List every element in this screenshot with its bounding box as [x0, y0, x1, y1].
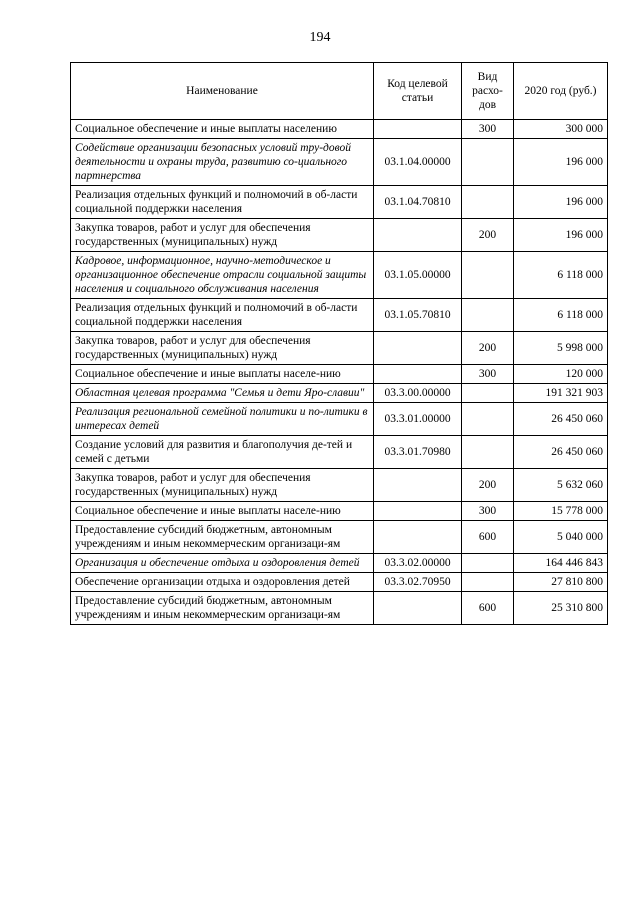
row-code-cell: 03.1.04.70810 [374, 186, 462, 219]
table-row [71, 186, 608, 219]
row-name-cell: Предоставление субсидий бюджетным, автономным учреждениям и иным некоммерческим организаци-ям [71, 592, 374, 625]
row-sum-cell: 196 000 [514, 139, 608, 186]
row-type-cell [462, 436, 514, 469]
row-name-cell: Обеспечение организации отдыха и оздоровления детей [71, 573, 374, 592]
row-sum-cell: 196 000 [514, 186, 608, 219]
row-type-cell: 600 [462, 521, 514, 554]
row-code-cell: 03.3.02.00000 [374, 554, 462, 573]
table-row [71, 252, 608, 299]
page-number: 194 [309, 30, 331, 45]
header-name: Наименование [71, 63, 374, 120]
row-name-cell: Социальное обеспечение и иные выплаты населе-нию [71, 502, 374, 521]
row-sum-cell: 5 632 060 [514, 469, 608, 502]
table-row [71, 120, 608, 139]
row-name-cell: Реализация отдельных функций и полномочий в об-ласти социальной поддержки населения [71, 299, 374, 332]
row-type-cell: 300 [462, 120, 514, 139]
row-name-cell: Реализация отдельных функций и полномочий в об-ласти социальной поддержки населения [71, 186, 374, 219]
table-row [71, 403, 608, 436]
row-type-cell: 300 [462, 365, 514, 384]
row-code-cell: 03.1.04.00000 [374, 139, 462, 186]
table-row [71, 139, 608, 186]
table-row [71, 436, 608, 469]
row-code-cell [374, 469, 462, 502]
row-sum-cell: 26 450 060 [514, 403, 608, 436]
table-row [71, 554, 608, 573]
row-sum-cell: 27 810 800 [514, 573, 608, 592]
row-sum-cell: 196 000 [514, 219, 608, 252]
row-type-cell [462, 384, 514, 403]
table-row [71, 521, 608, 554]
row-sum-cell: 25 310 800 [514, 592, 608, 625]
row-code-cell: 03.3.02.70950 [374, 573, 462, 592]
row-code-cell: 03.3.01.70980 [374, 436, 462, 469]
row-sum-cell: 15 778 000 [514, 502, 608, 521]
table-row [71, 219, 608, 252]
row-type-cell: 200 [462, 219, 514, 252]
row-type-cell [462, 573, 514, 592]
table-header [71, 63, 608, 120]
row-sum-cell: 26 450 060 [514, 436, 608, 469]
row-type-cell: 200 [462, 332, 514, 365]
header-sum: 2020 год (руб.) [514, 63, 608, 120]
row-type-cell [462, 139, 514, 186]
row-sum-cell: 120 000 [514, 365, 608, 384]
row-name-cell: Организация и обеспечение отдыха и оздоровления детей [71, 554, 374, 573]
header-code: Код целевой статьи [374, 63, 462, 120]
header-row [71, 63, 608, 120]
row-code-cell: 03.1.05.70810 [374, 299, 462, 332]
table-row [71, 299, 608, 332]
row-sum-cell: 300 000 [514, 120, 608, 139]
table-row [71, 332, 608, 365]
row-name-cell: Реализация региональной семейной политики и по-литики в интересах детей [71, 403, 374, 436]
row-type-cell: 200 [462, 469, 514, 502]
table-row [71, 365, 608, 384]
row-name-cell: Закупка товаров, работ и услуг для обеспечения государственных (муниципальных) нужд [71, 219, 374, 252]
budget-table [70, 62, 608, 625]
row-name-cell: Социальное обеспечение и иные выплаты населению [71, 120, 374, 139]
table-row [71, 592, 608, 625]
row-type-cell [462, 299, 514, 332]
row-name-cell: Создание условий для развития и благополучия де-тей и семей с детьми [71, 436, 374, 469]
row-code-cell: 03.3.01.00000 [374, 403, 462, 436]
row-code-cell: 03.3.00.00000 [374, 384, 462, 403]
row-name-cell: Социальное обеспечение и иные выплаты населе-нию [71, 365, 374, 384]
table-row [71, 502, 608, 521]
row-code-cell: 03.1.05.00000 [374, 252, 462, 299]
row-type-cell: 600 [462, 592, 514, 625]
row-name-cell: Предоставление субсидий бюджетным, автономным учреждениям и иным некоммерческим организаци-ям [71, 521, 374, 554]
row-code-cell [374, 592, 462, 625]
row-name-cell: Закупка товаров, работ и услуг для обеспечения государственных (муниципальных) нужд [71, 332, 374, 365]
table-row [71, 384, 608, 403]
row-name-cell: Кадровое, информационное, научно-методическое и организационное обеспечение отрасли социальной защиты населения и социального обслуживания населения [71, 252, 374, 299]
row-type-cell [462, 252, 514, 299]
header-type: Вид расхо-дов [462, 63, 514, 120]
row-sum-cell: 6 118 000 [514, 299, 608, 332]
row-type-cell [462, 403, 514, 436]
row-code-cell [374, 120, 462, 139]
table-row [71, 573, 608, 592]
row-code-cell [374, 332, 462, 365]
row-name-cell: Содействие организации безопасных условий тру-довой деятельности и охраны труда, развитию со-циального партнерства [71, 139, 374, 186]
row-name-cell: Областная целевая программа "Семья и дети Яро-славии" [71, 384, 374, 403]
row-code-cell [374, 219, 462, 252]
row-type-cell [462, 186, 514, 219]
row-sum-cell: 5 998 000 [514, 332, 608, 365]
row-sum-cell: 164 446 843 [514, 554, 608, 573]
row-type-cell [462, 554, 514, 573]
row-type-cell: 300 [462, 502, 514, 521]
row-code-cell [374, 502, 462, 521]
row-sum-cell: 191 321 903 [514, 384, 608, 403]
table-body [71, 120, 608, 625]
table-row [71, 469, 608, 502]
row-code-cell [374, 521, 462, 554]
row-sum-cell: 6 118 000 [514, 252, 608, 299]
row-name-cell: Закупка товаров, работ и услуг для обеспечения государственных (муниципальных) нужд [71, 469, 374, 502]
row-sum-cell: 5 040 000 [514, 521, 608, 554]
row-code-cell [374, 365, 462, 384]
